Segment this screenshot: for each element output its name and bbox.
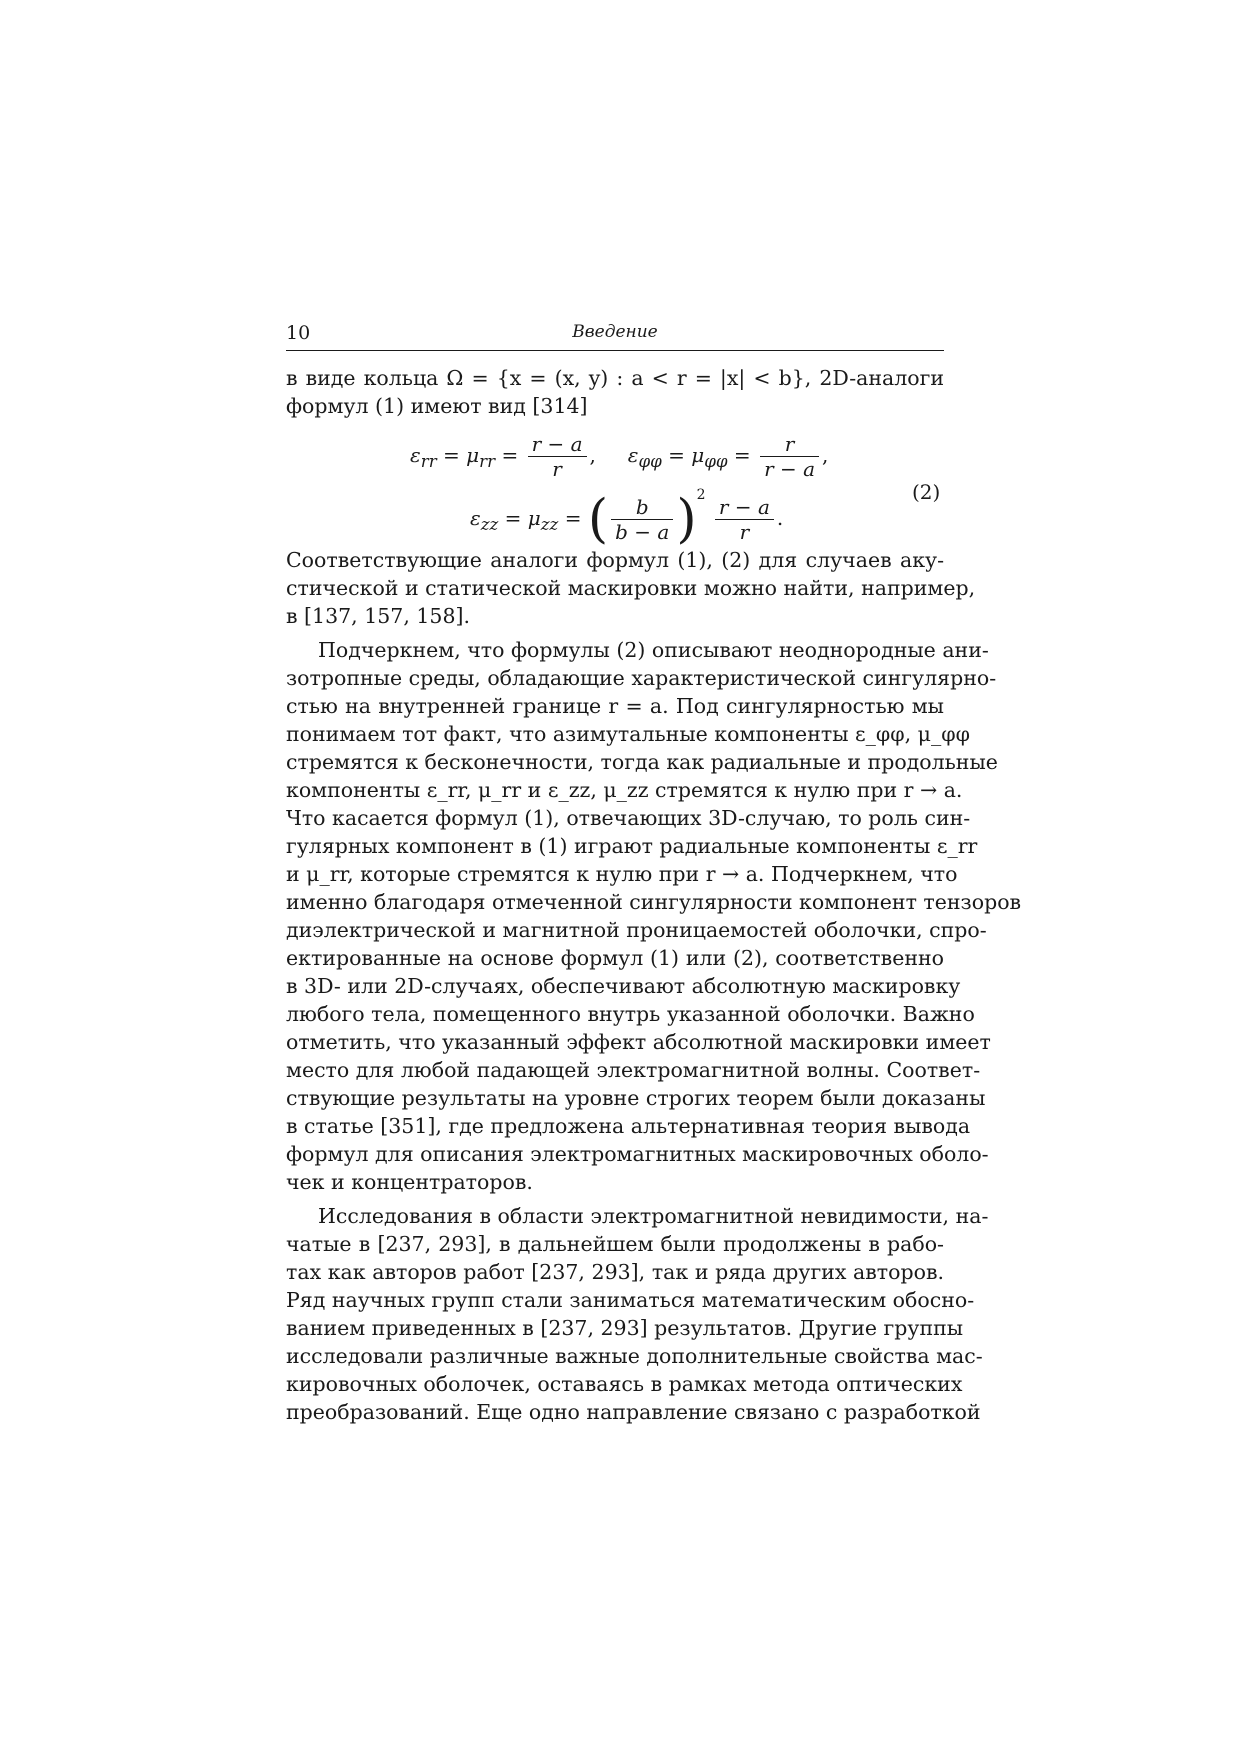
text-line: в 3D- или 2D-случаях, обеспечивают абсолютную маскировку — [286, 974, 961, 998]
equation-row-2: $\varepsilon_{zz} = \mu_{zz}$ = ( $\frac{b}{b - a}$ )$^2$ $\frac{r - a}{r}$ . — [470, 487, 784, 550]
running-title: Введение — [572, 322, 658, 342]
text-line: Подчеркнем, что формулы (2) описывают неоднородные ани- — [318, 638, 989, 662]
equation-number: (2) — [912, 480, 941, 504]
equation-row-1: $\varepsilon_{rr} = \mu_{rr}$ = $\frac{r - a}{r}$ , $\varepsilon_{\varphi\varphi} = \mu_{\varphi\varphi}$ = $\frac{r}{r - a}$ , — [410, 432, 829, 481]
running-header — [286, 322, 944, 351]
text-line: в виде кольца Ω = {x = (x, y) : a < r = |x| < b}, 2D-аналоги — [286, 366, 944, 390]
text-line: компоненты ε_rr, μ_rr и ε_zz, μ_zz стремятся к нулю при r → a. — [286, 778, 963, 802]
text-line: отметить, что указанный эффект абсолютной маскировки имеет — [286, 1030, 991, 1054]
text-line: Соответствующие аналоги формул (1), (2) для случаев аку- — [286, 548, 944, 572]
text-line: стью на внутренней границе r = a. Под сингулярностью мы — [286, 694, 944, 718]
text-line: формул (1) имеют вид [314] — [286, 394, 588, 418]
text-line: ванием приведенных в [237, 293] результатов. Другие группы — [286, 1316, 964, 1340]
text-line: в [137, 157, 158]. — [286, 604, 471, 628]
text-line: стической и статической маскировки можно найти, например, — [286, 576, 976, 600]
text-line: чек и концентраторов. — [286, 1170, 533, 1194]
text-line: Что касается формул (1), отвечающих 3D-случаю, то роль син- — [286, 806, 971, 830]
text-line: и μ_rr, которые стремятся к нулю при r → a. Подчеркнем, что — [286, 862, 958, 886]
text-line: любого тела, помещенного внутрь указанной оболочки. Важно — [286, 1002, 975, 1026]
text-line: понимаем тот факт, что азимутальные компоненты ε_φφ, μ_φφ — [286, 722, 970, 746]
text-line: ектированные на основе формул (1) или (2), соответственно — [286, 946, 944, 970]
text-line: стремятся к бесконечности, тогда как радиальные и продольные — [286, 750, 998, 774]
text-line: Ряд научных групп стали заниматься математическим обосно- — [286, 1288, 975, 1312]
text-line: именно благодаря отмеченной сингулярности компонент тензоров — [286, 890, 1022, 914]
text-line: в статье [351], где предложена альтернативная теория вывода — [286, 1114, 971, 1138]
page-number: 10 — [286, 322, 311, 344]
text-line: гулярных компонент в (1) играют радиальные компоненты ε_rr — [286, 834, 978, 858]
text-line: преобразований. Еще одно направление связано с разработкой — [286, 1400, 981, 1424]
text-line: чатые в [237, 293], в дальнейшем были продолжены в рабо- — [286, 1232, 944, 1256]
text-line: диэлектрической и магнитной проницаемостей оболочки, спро- — [286, 918, 987, 942]
text-line: тах как авторов работ [237, 293], так и ряда других авторов. — [286, 1260, 944, 1284]
text-line: кировочных оболочек, оставаясь в рамках метода оптических — [286, 1372, 963, 1396]
text-line: зотропные среды, обладающие характеристической сингулярно- — [286, 666, 997, 690]
text-line: исследовали различные важные дополнительные свойства мас- — [286, 1344, 983, 1368]
text-line: Исследования в области электромагнитной невидимости, на- — [318, 1204, 989, 1228]
text-line: формул для описания электромагнитных маскировочных оболо- — [286, 1142, 989, 1166]
text-line: место для любой падающей электромагнитной волны. Соответ- — [286, 1058, 981, 1082]
text-line: ствующие результаты на уровне строгих теорем были доказаны — [286, 1086, 986, 1110]
